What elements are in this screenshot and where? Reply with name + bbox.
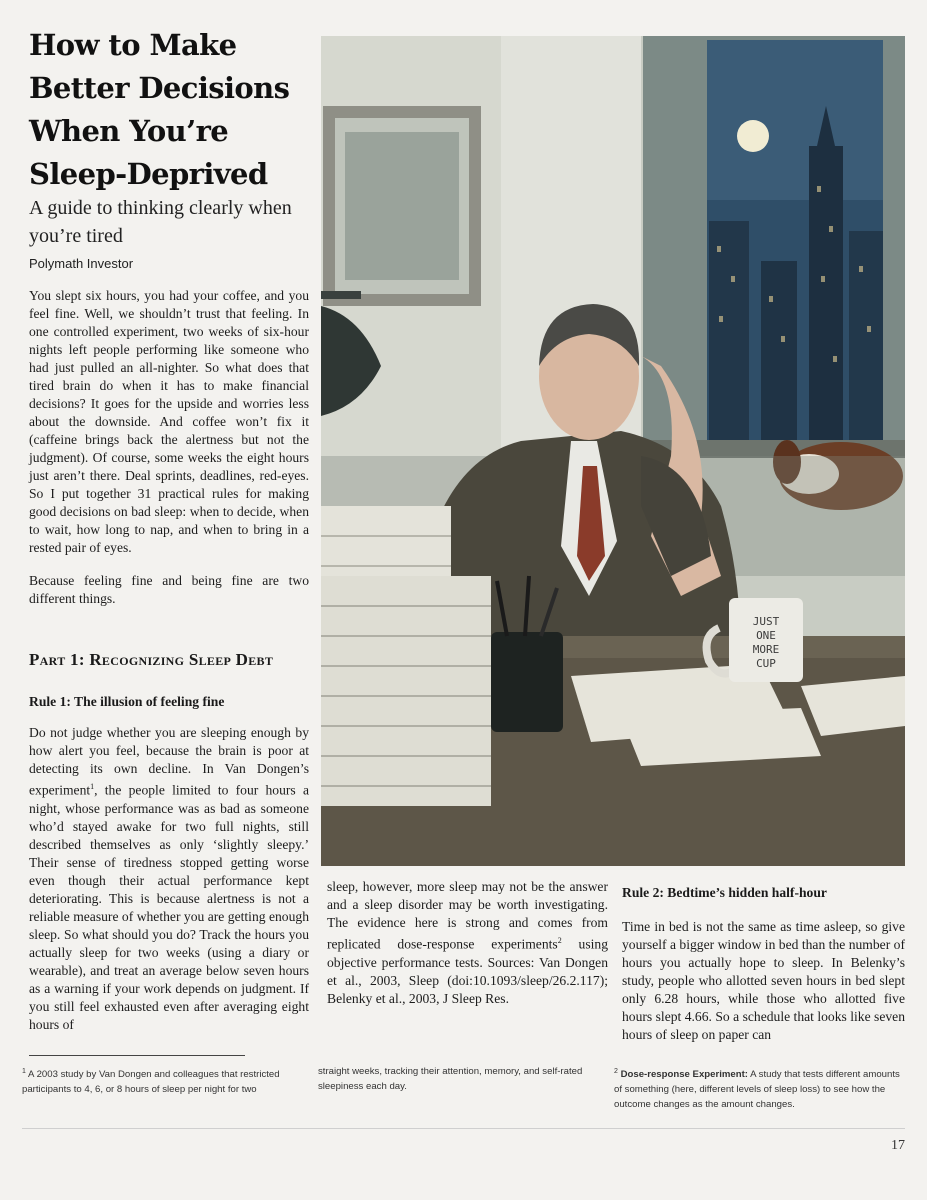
- footnote-term: Dose-response Experiment:: [620, 1069, 748, 1081]
- article-title: How to Make Better Decisions When You’re Sleep-Deprived: [29, 28, 290, 191]
- footnote-1: [22, 1064, 304, 1097]
- footnote-ref: 2: [557, 936, 562, 945]
- office-illustration: [321, 36, 905, 866]
- footnote-text: straight weeks, tracking their attention, memory, and self-rated sleepiness each day.: [318, 1066, 583, 1092]
- footnote-2: [614, 1064, 904, 1112]
- rule1-text-b: , the people limited to four hours a night, whose performance was as bad as someone who’d stayed awake for two full nights, still described themselves as only ‘slightly sleepy.’ Their sense of tiredness stopped getting worse even though their actual performance kept deteriorating. This is because alertness is not a reliable measure of whether you are getting enough sleep. So what should you do? Track the hours you actually sleep for two weeks (using a diary or wearable), and treat an average below seven hours as a warning if your work depends on judgment. If you still feel exhausted even after averaging eight hours of: [29, 782, 309, 1032]
- footnote-text: A 2003 study by Van Dongen and colleagues that restricted participants to 4, 6, or 8 hours of sleep per night for two: [22, 1069, 280, 1096]
- wall-frame: [323, 106, 481, 306]
- article-subtitle: A guide to thinking clearly when you’re tired: [29, 197, 292, 247]
- rule-heading: Rule 2: Bedtime’s hidden half-hour: [622, 885, 827, 900]
- footnote-text: A study that tests different amounts of something (here, different levels of sleep loss) to see how the outcome changes as the amount changes.: [614, 1069, 900, 1111]
- rule1-continued: [327, 878, 608, 1008]
- page-divider: [22, 1128, 905, 1129]
- intro-text: [29, 287, 309, 608]
- rule-heading: Rule 1: The illusion of feeling fine: [29, 694, 225, 709]
- intro-paragraph: You slept six hours, you had your coffee, and you feel fine. Well, we shouldn’t trust that feeling. In one controlled experiment, two weeks of six-hour nights left people performing like someone who had just pulled an all-nighter. So what does that tired brain do when it has to make financial decisions? It goes for the upside and worries less about the downside. And coffee won’t fix it (caffeine brings back the alertness but not the judgment). Of course, some weeks the eight hours just aren’t there. Deal sprints, deadlines, red-eyes. So I put together 31 practical rules for making good decisions on bad sleep: when to decide, when to wait, how long to nap, and when to bring in a rested pair of eyes.: [29, 288, 309, 555]
- rule1-text-a: Do not judge whether you are sleeping enough by how alert you feel, because the brain is poor at detecting its own decline. In Van Dongen’s experiment: [29, 725, 309, 798]
- page-number: 17: [891, 1138, 905, 1153]
- mug-text-line: CUP: [756, 657, 776, 670]
- intro-paragraph: Because feeling fine and being fine are two different things.: [29, 573, 309, 606]
- rule2-paragraph: Time in bed is not the same as time asleep, so give yourself a bigger window in bed than the number of hours you actually hope to sleep. In Belenky’s study, people who allotted seven hours in bed slept only 6.28 hours, while those who allotted five hours slept 4.66. So a schedule that looks like seven hours of sleep on paper can: [622, 919, 905, 1042]
- part-heading: Part 1: Recognizing Sleep Debt: [29, 650, 274, 669]
- footnote-divider: [29, 1055, 245, 1056]
- mug-text-line: ONE: [756, 629, 776, 642]
- rule1-text: [29, 724, 309, 1034]
- footnote-number: 1: [22, 1068, 26, 1075]
- rule1-cont-b: using objective performance tests. Sources: Van Dongen et al., 2003, Sleep (doi:10.1093/sleep/26.2.117); Belenky et al., 2003, J Sleep Res.: [327, 936, 608, 1006]
- mug-text-line: MORE: [752, 643, 780, 656]
- author-name: Polymath Investor: [29, 256, 134, 271]
- rule1-cont-a: sleep, however, more sleep may not be the answer and a sleep disorder may be worth investigating. The evidence here is strong and comes from replicated dose-response experiments: [327, 879, 608, 952]
- footnote-ref: 1: [90, 782, 95, 791]
- night-window: [643, 36, 905, 458]
- pen-holder: [491, 576, 563, 732]
- mug-text-line: JUST: [752, 615, 780, 628]
- footnote-1-continued: [318, 1064, 600, 1094]
- moon: [737, 120, 769, 152]
- rule2-text: [622, 918, 905, 1044]
- footnote-number: 2: [614, 1068, 618, 1075]
